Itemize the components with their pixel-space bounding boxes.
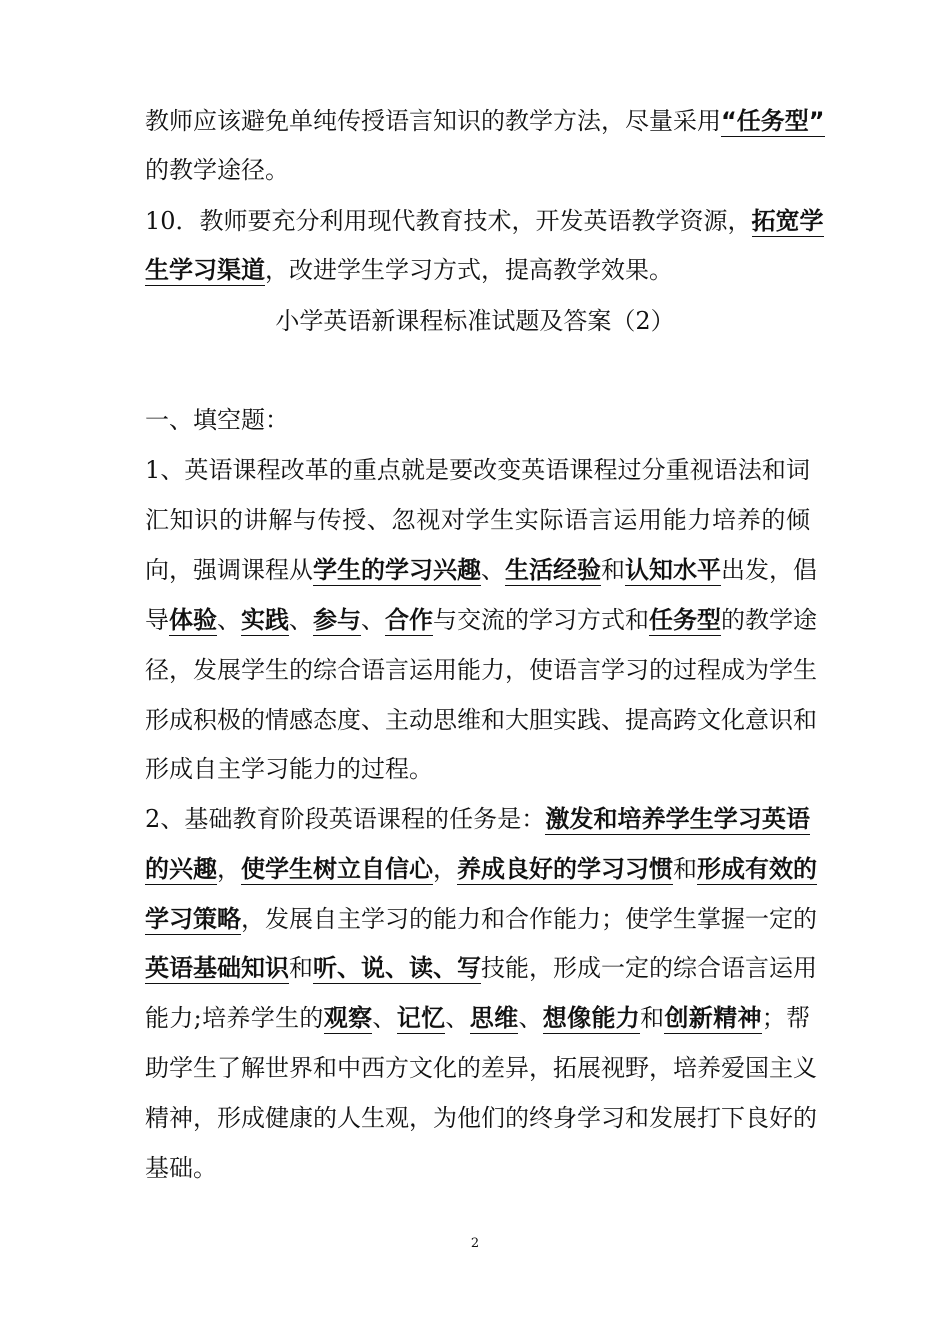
text-span: 汇知识的讲解与传授、忽视对学生实际语言运用能力培养的倾 <box>145 506 810 534</box>
answer-blank: 养成良好的学习习惯 <box>457 855 673 883</box>
document-title: 小学英语新课程标准试题及答案（2） <box>275 307 675 335</box>
text-span: 、 <box>289 606 313 634</box>
answer-blank: 想像能力 <box>542 1004 641 1032</box>
text-span: 1、英语课程改革的重点就是要改变英语课程过分重视语法和词 <box>145 456 810 484</box>
text-span: 10．教师要充分利用现代教育技术，开发英语教学资源， <box>145 207 752 235</box>
text-span: 、 <box>372 1004 397 1032</box>
text-span: 和 <box>673 855 697 883</box>
text-line <box>145 754 810 784</box>
text-span: 的教学途径。 <box>145 156 289 184</box>
answer-blank: 体验 <box>169 606 217 634</box>
text-line <box>145 1103 817 1133</box>
text-span: 形成自主学习能力的过程。 <box>145 755 433 783</box>
answer-blank: 听、说、读、写 <box>313 954 481 982</box>
text-span: 的教学途 <box>721 606 817 634</box>
answer-blank: “任务型” <box>721 107 825 135</box>
section-heading: 一、填空题： <box>145 406 289 434</box>
text-line <box>145 106 825 136</box>
answer-blank: 学习策略 <box>145 905 241 933</box>
text-span: 径，发展学生的综合语言运用能力，使语言学习的过程成为学生 <box>145 656 817 684</box>
answer-blank: 拓宽学 <box>751 207 824 235</box>
answer-blank: 学生的学习兴趣 <box>313 556 481 584</box>
text-span: 出发，倡 <box>721 556 817 584</box>
page-number: 2 <box>470 1236 480 1251</box>
text-span: 向，强调课程从 <box>145 556 313 584</box>
text-span: 、 <box>445 1004 470 1032</box>
text-span: 形成积极的情感态度、主动思维和大胆实践、提高跨文化意识和 <box>145 706 817 734</box>
text-line <box>145 555 817 585</box>
text-span: 基础。 <box>145 1154 217 1182</box>
answer-blank: 生学习渠道 <box>145 256 265 284</box>
text-span: 助学生了解世界和中西方文化的差异，拓展视野，培养爱国主义 <box>145 1054 817 1082</box>
text-line <box>145 1003 810 1033</box>
answer-blank: 合作 <box>385 606 433 634</box>
text-line <box>145 505 810 535</box>
text-span: 技能，形成一定的综合语言运用 <box>481 954 817 982</box>
text-span: 导 <box>145 606 169 634</box>
text-line <box>145 655 817 685</box>
answer-blank: 思维 <box>469 1004 519 1032</box>
answer-blank: 记忆 <box>396 1004 446 1032</box>
answer-blank: 创新精神 <box>664 1004 762 1032</box>
text-line <box>145 206 824 236</box>
text-span: ；帮 <box>761 1004 811 1032</box>
answer-blank: 实践 <box>241 606 289 634</box>
answer-blank: 英语基础知识 <box>145 954 289 982</box>
text-span: 、 <box>217 606 241 634</box>
answer-blank: 任务型 <box>649 606 721 634</box>
text-span: 、 <box>481 556 505 584</box>
text-line <box>145 1053 817 1083</box>
text-span: 和 <box>601 556 625 584</box>
answer-blank: 形成有效的 <box>697 855 817 883</box>
text-line <box>145 904 817 934</box>
text-span: 能力;培养学生的 <box>145 1004 324 1032</box>
answer-blank: 生活经验 <box>505 556 601 584</box>
text-span: 、 <box>518 1004 543 1032</box>
answer-blank: 参与 <box>313 606 361 634</box>
answer-blank: 观察 <box>323 1004 373 1032</box>
text-line <box>145 155 810 185</box>
text-line <box>145 705 817 735</box>
text-line <box>145 255 810 285</box>
text-line <box>145 455 810 485</box>
text-span: ， <box>433 855 457 883</box>
text-span: ，发展自主学习的能力和合作能力；使学生掌握一定的 <box>241 905 817 933</box>
text-span: 和 <box>640 1004 665 1032</box>
answer-blank: 的兴趣 <box>145 855 217 883</box>
text-line <box>145 605 817 635</box>
text-span: 、 <box>361 606 385 634</box>
answer-blank: 使学生树立自信心 <box>241 855 433 883</box>
text-span: ，改进学生学习方式，提高教学效果。 <box>265 256 673 284</box>
answer-blank: 认知水平 <box>625 556 721 584</box>
answer-blank: 激发和培养学生学习英语 <box>545 805 810 833</box>
text-line <box>145 1153 810 1183</box>
text-span: ， <box>217 855 241 883</box>
text-span: 教师应该避免单纯传授语言知识的教学方法，尽量采用 <box>145 107 721 135</box>
text-span: 精神，形成健康的人生观，为他们的终身学习和发展打下良好的 <box>145 1104 817 1132</box>
text-span: 与交流的学习方式和 <box>433 606 649 634</box>
text-span: 2、基础教育阶段英语课程的任务是： <box>145 805 546 833</box>
text-span: 和 <box>289 954 313 982</box>
text-line <box>145 854 817 884</box>
text-line <box>145 953 817 983</box>
text-line <box>145 804 810 834</box>
